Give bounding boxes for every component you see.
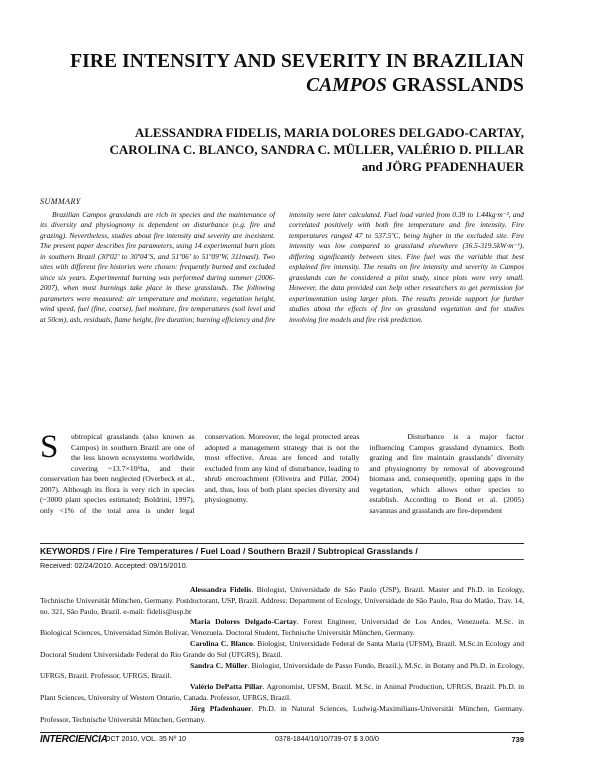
affiliation-3-text: . Biologist, Universidade Federal de Santa Maria (UFSM), Brazil. M.Sc.in Ecology and Doctoral Student Universidade Federal do Rio Grande do Sul (UFGRS), Brazil. xyxy=(40,638,525,659)
affiliation-1 xyxy=(40,585,524,617)
author-line-3: and JÖRG PFADENHAUER xyxy=(361,159,524,174)
issn-info: 0378-1844/10/10/739-07 $ 3.00/0 xyxy=(275,736,379,743)
issue-info: OCT 2010, VOL. 35 Nº 10 xyxy=(105,736,187,743)
affiliation-3 xyxy=(40,639,524,661)
affiliation-1-name: Alessandra Fidelis xyxy=(190,585,252,594)
page-number: 739 xyxy=(511,735,524,744)
summary-text: Brazilian Campos grasslands are rich in species and the maintenance of its diversity and physiognomy is dependent on disturbance (e.g. fire and grazing). Nevertheless, studies about fire intensity and severity are inexistent. The present paper describes fire parameters, using 14 experimental burn plots in southern Brazil (30º02’ to 30º04’S, and 51º06’ to 51º09’W, 311masl). Two sites with different fire histories were chosen: frequently burned and excluded since six years. Experimental burning was performed during summer (2006-2007), when most burnings take place in these grasslands. The following parameters were measured: air temperature and moisture, vegetation height, wind speed, fuel (fine, coarse), fuel moisture, fire temperatures (soil level and at 50cm), ash, residuals, flame height, fire duration; burning efficiency and fire intensity were later calculated. Fuel load varied from 0.39 to 1.44kg·m⁻², and correlated positively with both fire temperature and fire intensity. Fire temperatures ranged 47 to 537.5ºC, being higher in the excluded site. Fire intensity was low compared to grassland elsewhere (36.5-319.5kW·m⁻¹), differing significantly between sites. Fine fuel was the variable that best explained fire intensity. The results on fire intensity and severity in Campos grasslands can be considered a pilot study, since plots were very small. However, the data provided can help other researchers to get permission for experimentation using larger plots. The results provide support for further studies about the effects of fire on grassland vegetation and for studies involving fire models and fire risk prediction. xyxy=(40,210,524,324)
affiliation-2-text: . Forest Engineer, Universidad de Los Andes, Venezuela. M.Sc. in Biological Sciences, Universidad Simón Bolivar, Venezuela. Doctoral Student, Technische Universität München, Germany. xyxy=(40,617,524,638)
affiliation-2 xyxy=(40,617,524,639)
affiliation-3-name: Carolina C. Blanco xyxy=(190,638,253,648)
title-line-2 xyxy=(40,74,524,98)
affiliation-5 xyxy=(40,682,524,704)
intro-body xyxy=(40,429,524,532)
title-line-1: FIRE INTENSITY AND SEVERITY IN BRAZILIAN xyxy=(70,51,524,72)
affiliation-4-text: . Biologist, Universidade de Passo Fundo, Brazil.), M.Sc. in Botany and Ph.D. in Ecology, UFRGS, Brazil. Professor, UFRGS, Brazil. xyxy=(40,660,524,681)
affiliation-6-text: . Ph.D. in Natural Sciences, Ludwig-Maximilians-Universität München, Germany. Professor, Technische Universität München, Germany. xyxy=(40,703,524,724)
affiliations xyxy=(40,585,524,725)
affiliation-5-text: . Agronomist, UFSM, Brazil. M.Sc. in Animal Production, UFRGS, Brazil. Ph.D. in Plant Sciences, University of Western Ontario, Canada. Professor, UFRGS, Brazil. xyxy=(40,682,524,702)
summary-heading: SUMMARY xyxy=(40,197,81,206)
affiliation-6-name: Jörg Pfadenhauer xyxy=(190,703,252,713)
affiliation-6 xyxy=(40,704,524,726)
title-grasslands: GRASSLANDS xyxy=(386,75,524,96)
intro-paragraph-2: Disturbance is a major factor influencing Campos grassland dynamics. Both grazing and fire maintain grasslands’ diversity and physiognomy by removal of aboveground biomass and, consequently, opening gaps in the vegetation, which allows other species to establish. According to Bond et al. (2005) savannas and grasslands are fire-dependent xyxy=(369,432,524,515)
keywords-rule-top xyxy=(40,543,524,544)
drop-cap: S xyxy=(40,429,59,465)
author-line-2: CAROLINA C. BLANCO, SANDRA C. MÜLLER, VALÉRIO D. PILLAR xyxy=(109,142,524,157)
affiliation-4 xyxy=(40,661,524,683)
footer-rule xyxy=(40,732,524,733)
article-title xyxy=(40,50,524,98)
journal-logo: INTERCIENCIA xyxy=(40,734,108,745)
author-list xyxy=(40,124,524,175)
author-line-1: ALESSANDRA FIDELIS, MARIA DOLORES DELGADO-CARTAY, xyxy=(134,125,524,140)
affiliation-4-name: Sandra C. Müller xyxy=(190,660,248,670)
keywords-rule-bottom xyxy=(40,559,524,560)
affiliation-2-name: Maria Dolores Delgado-Cartay xyxy=(190,617,297,627)
page-footer xyxy=(40,735,524,747)
affiliation-5-name: Valério DePatta Pillar xyxy=(190,682,263,692)
title-campos: CAMPOS xyxy=(306,75,387,96)
intro-paragraph-1 xyxy=(40,429,360,516)
keywords: KEYWORDS / Fire / Fire Temperatures / Fuel Load / Southern Brazil / Subtropical Grasslands / xyxy=(40,546,418,556)
affiliation-1-text: . Biologist, Universidade de São Paulo (USP), Brazil. Master and Ph.D. in Ecology, Technische Universität München, Germany. Postdoctorant, USP, Brazil. Address: Department of Ecology, Universidade de São Paulo, Rua do Matão, Trav. 14, no. 321, São Paulo, Brazil. e-mail: fidelis@usp.br xyxy=(40,585,524,616)
intro-paragraph-1-text: ubtropical grasslands (also known as Campos) in southern Brazil are one of the less known ecosystems worldwide, covering ~13.7×10⁶ha, and their conservation has been neglected (Overbeck et al., 2007). Although its flora is very rich in species (~3000 plant species estimated; Boldrini, 1997), only <1% of the total area is under legal conservation. Moreover, the legal protected areas adopted a management strategy that is not the most effective. Areas are fenced and totally excluded from any kind of disturbance, leading to shrub encroachment (Oliveira and Pillar, 2004) and, thus, loss of both plant species diversity and physiognomy. xyxy=(40,432,360,515)
received-dates: Received: 02/24/2010. Accepted: 09/15/2010. xyxy=(40,561,188,570)
